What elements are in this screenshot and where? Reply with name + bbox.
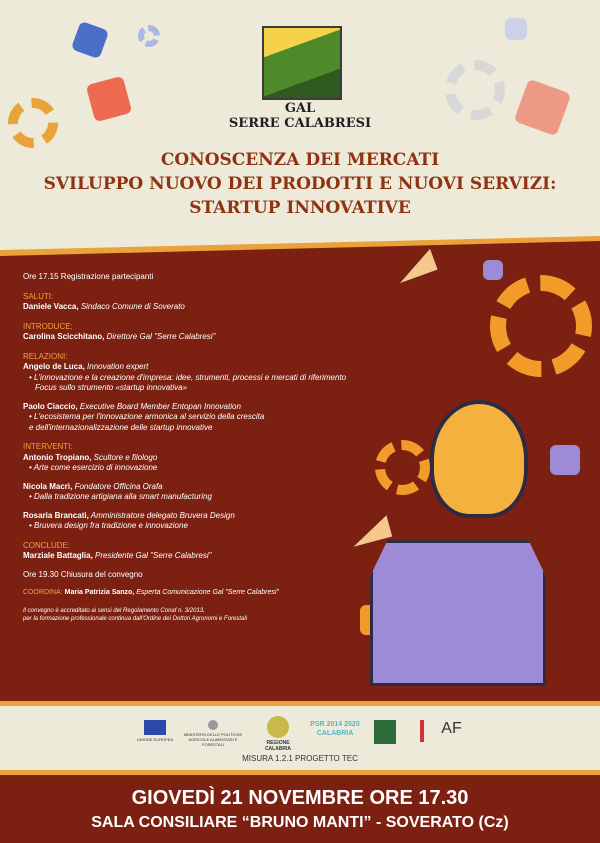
psr-logo: PSR 2014 2020 CALABRIA <box>310 721 360 737</box>
section-label-saluti: SALUTI: <box>23 291 54 301</box>
speaker-name: Antonio Tropiano, <box>23 452 92 462</box>
registration-time: Ore 17.15 Registrazione partecipanti <box>23 272 154 281</box>
speaker-role: Innovation expert <box>84 362 149 371</box>
speaker-role: Fondatore Officina Orafa <box>72 481 163 491</box>
ministry-logo <box>178 720 248 747</box>
event-date: GIOVEDÌ 21 NOVEMBRE ORE 17.30 <box>131 787 469 809</box>
speaker-name: Paolo Ciaccio, <box>23 401 78 411</box>
speaker <box>23 362 363 373</box>
gear-icon <box>490 275 592 377</box>
closing-time: Ore 19.30 Chiusura del convegno <box>23 569 143 579</box>
speaker-name: Nicola Macrì, <box>23 481 73 491</box>
section-label-relazioni: RELAZIONI: <box>23 351 68 361</box>
event-footer <box>0 770 600 843</box>
speaker-name: Angelo de Luca, <box>23 362 85 371</box>
logo-label: UNIONE EUROPEA <box>136 737 174 742</box>
speaker-name: Rosaria Brancati, <box>23 510 89 520</box>
speaker <box>23 302 363 313</box>
speaker-name: Daniele Vacca, <box>23 302 79 311</box>
puzzle-icon <box>550 445 580 475</box>
topic-text: • Bruvera design fra tradizione e innovazione <box>29 521 188 530</box>
section-label-coordina: COORDINA: <box>23 589 63 596</box>
event-venue: SALA CONSILIARE “BRUNO MANTI” - SOVERATO (Cz) <box>91 814 509 831</box>
title-line: CONOSCENZA DEI MERCATI <box>160 150 440 170</box>
talk-topic <box>23 492 363 503</box>
section-label-introduce: INTRODUCE: <box>23 321 73 331</box>
section-label-conclude: CONCLUDE: <box>23 540 71 550</box>
talk-topic <box>23 521 363 532</box>
program <box>23 272 363 623</box>
section-label-interventi: INTERVENTI: <box>23 442 73 451</box>
talk-topic <box>23 373 363 384</box>
speaker-role: Scultore e filologo <box>91 452 158 462</box>
speaker <box>23 402 363 413</box>
sponsor-logos <box>0 706 600 770</box>
talk-topic <box>23 463 363 474</box>
gal-logo <box>262 26 342 100</box>
speaker <box>23 453 363 464</box>
topic-text: Focus sullo strumento «startup innovativa» <box>35 383 188 392</box>
title-line: STARTUP INNOVATIVE <box>189 198 411 218</box>
speaker-role: Sindaco Comune di Soverato <box>78 302 185 311</box>
coordinator <box>23 588 363 599</box>
logo-label: MINISTERO DELLE POLITICHE AGRICOLE ALIMENTARI E FORESTALI <box>183 732 243 747</box>
speaker-role: Direttore Gal "Serre Calabresi" <box>104 332 216 341</box>
speaker-name: Carolina Scicchitano, <box>23 332 105 341</box>
af-logo: AF <box>420 720 479 742</box>
title-line: SVILUPPO NUOVO DEI PRODOTTI E NUOVI SERVIZI: <box>43 174 557 194</box>
talk-topic <box>23 423 363 434</box>
open-box-icon <box>370 540 546 686</box>
event-title <box>0 148 600 220</box>
speaker-role: Amministratore delegato Bruvera Design <box>88 510 235 520</box>
speaker <box>23 482 363 493</box>
gear-icon <box>375 440 430 495</box>
org-name-line1: GAL <box>284 101 316 116</box>
puzzle-icon <box>483 260 503 280</box>
puzzle-icon <box>71 21 109 59</box>
topic-text: • L'ecosistema per l'innovazione armonica al servizio della crescita <box>29 412 265 421</box>
speaker-role: Presidente Gal "Serre Calabresi" <box>92 551 212 560</box>
accreditation-note: per la formazione professionale continua dall'Ordine dei Dottori Agronomi e Forestali <box>23 615 248 622</box>
org-name-line2: SERRE CALABRESI <box>228 116 372 131</box>
misura-label: MISURA 1.2.1 PROGETTO TEC <box>242 754 358 763</box>
speaker-role: Esperta Comunicazione Gal "Serre Calabresi" <box>134 589 279 596</box>
topic-text: e dell'internazionalizzazione delle startup innovative <box>29 422 213 432</box>
topic-text: • Dalla tradizione artigiana alla smart manufacturing <box>29 492 212 501</box>
leader-logo <box>374 720 396 744</box>
talk-topic <box>23 412 363 423</box>
eu-logo <box>130 720 180 742</box>
logo-label: REGIONE CALABRIA <box>264 740 292 752</box>
speaker <box>23 511 363 522</box>
gear-icon <box>138 25 160 47</box>
speaker <box>23 551 363 562</box>
speaker <box>23 332 363 343</box>
topic-text: • L'innovazione e la creazione d'impresa: idee, strumenti, processi e mercati di riferimento <box>29 372 347 382</box>
topic-text: • Arte come esercizio di innovazione <box>29 463 158 472</box>
speaker-name: Marziale Battaglia, <box>23 551 93 560</box>
accreditation-note: Il convegno è accreditato ai sensi del Regolamento Conaf n. 3/2013, <box>23 607 205 614</box>
talk-topic <box>23 383 363 394</box>
speaker-name: Maria Patrizia Sanzo, <box>62 589 135 596</box>
lightbulb-icon <box>430 400 528 518</box>
speaker-role: Executive Board Member Entopan Innovation <box>77 401 241 411</box>
regione-calabria-logo <box>258 716 298 752</box>
puzzle-icon <box>505 18 527 40</box>
